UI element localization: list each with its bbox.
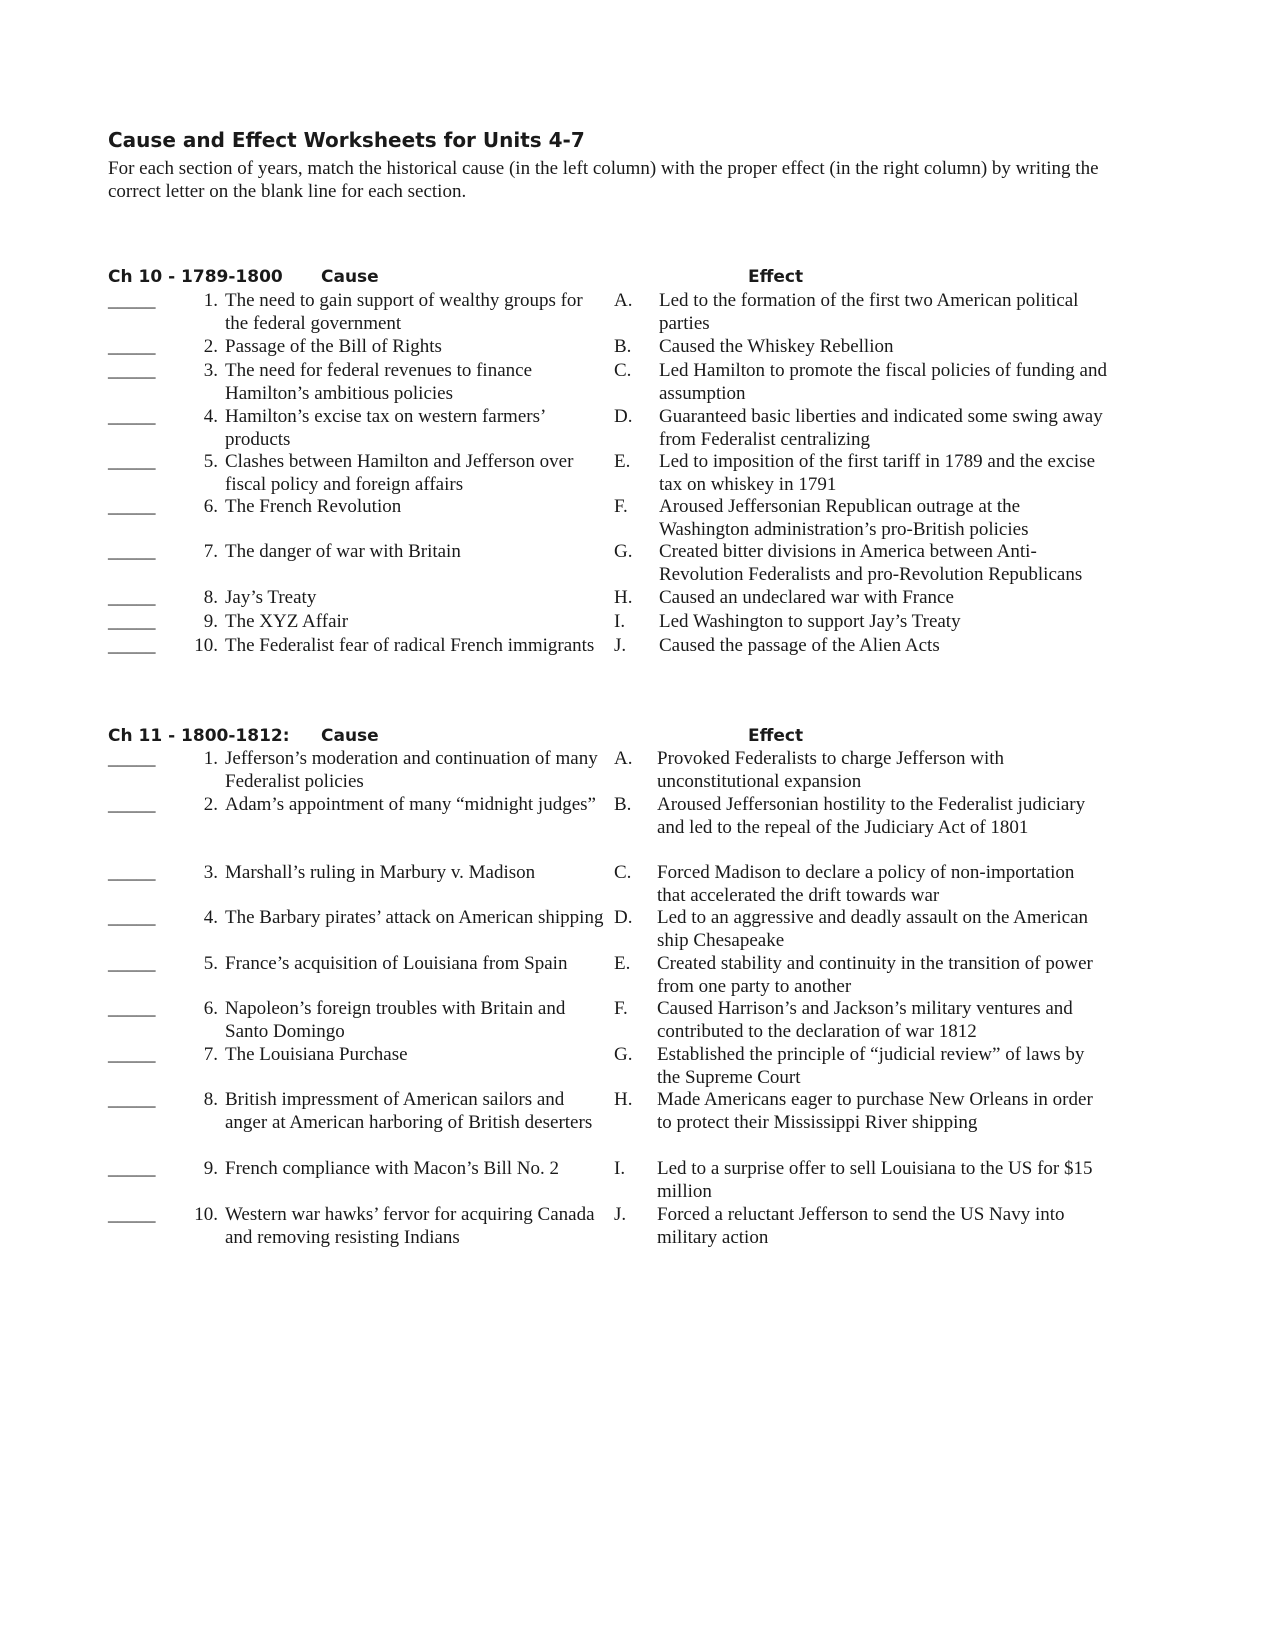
cause-text: The need to gain support of wealthy groups for the federal government bbox=[225, 290, 583, 334]
cause-text: The Louisiana Purchase bbox=[225, 1044, 408, 1065]
effect-letter: E. bbox=[614, 953, 631, 974]
cause-number: 9. bbox=[203, 611, 218, 632]
answer-blank[interactable]: _____ bbox=[108, 1158, 156, 1179]
chapter-heading: Ch 11 - 1800-1812: bbox=[108, 726, 290, 746]
answer-blank[interactable]: _____ bbox=[108, 611, 156, 632]
effect-column-heading: Effect bbox=[748, 726, 804, 746]
answer-blank[interactable]: _____ bbox=[108, 451, 156, 472]
answer-blank[interactable]: _____ bbox=[108, 953, 156, 974]
effect-letter: H. bbox=[614, 1089, 633, 1110]
effect-text: Led Hamilton to promote the fiscal policies of funding and assumption bbox=[659, 360, 1107, 404]
effect-letter: A. bbox=[614, 290, 633, 311]
answer-blank[interactable]: _____ bbox=[108, 998, 156, 1019]
effect-letter: H. bbox=[614, 587, 633, 608]
effect-letter: C. bbox=[614, 862, 632, 883]
answer-blank[interactable]: _____ bbox=[108, 1204, 156, 1225]
cause-column-heading: Cause bbox=[321, 726, 379, 746]
cause-number: 1. bbox=[203, 290, 218, 311]
cause-column-heading: Cause bbox=[321, 267, 379, 287]
cause-text: Jefferson’s moderation and continuation of many Federalist policies bbox=[225, 748, 598, 792]
section-header bbox=[0, 267, 1275, 291]
cause-text: France’s acquisition of Louisiana from Spain bbox=[225, 953, 568, 974]
effect-text: Led Washington to support Jay’s Treaty bbox=[659, 611, 961, 632]
cause-text: The French Revolution bbox=[225, 496, 402, 517]
effect-letter: I. bbox=[614, 1158, 626, 1179]
answer-blank[interactable]: _____ bbox=[108, 336, 156, 357]
answer-blank[interactable]: _____ bbox=[108, 541, 156, 562]
effect-text: Caused Harrison’s and Jackson’s military ventures and contributed to the declaration of war 1812 bbox=[657, 998, 1073, 1042]
effect-letter: D. bbox=[614, 907, 633, 928]
worksheet-title: Cause and Effect Worksheets for Units 4-7 bbox=[108, 128, 585, 152]
cause-text: The Federalist fear of radical French immigrants bbox=[225, 635, 595, 656]
cause-number: 8. bbox=[203, 1089, 218, 1110]
cause-text: Jay’s Treaty bbox=[225, 587, 317, 608]
effect-text: Forced a reluctant Jefferson to send the US Navy into military action bbox=[657, 1204, 1065, 1248]
effect-text: Created stability and continuity in the transition of power from one party to another bbox=[657, 953, 1093, 997]
cause-number: 5. bbox=[203, 451, 218, 472]
cause-number: 8. bbox=[203, 587, 218, 608]
effect-text: Guaranteed basic liberties and indicated some swing away from Federalist centralizing bbox=[659, 406, 1103, 450]
effect-text: Created bitter divisions in America between Anti-Revolution Federalists and pro-Revolution Republicans bbox=[659, 541, 1083, 585]
effect-text: Led to the formation of the first two American political parties bbox=[659, 290, 1079, 334]
effect-letter: F. bbox=[614, 496, 628, 517]
chapter-heading: Ch 10 - 1789-1800 bbox=[108, 267, 283, 287]
effect-letter: A. bbox=[614, 748, 633, 769]
effect-letter: E. bbox=[614, 451, 631, 472]
cause-text: The need for federal revenues to finance Hamilton’s ambitious policies bbox=[225, 360, 532, 404]
cause-text: Adam’s appointment of many “midnight judges” bbox=[225, 794, 596, 815]
answer-blank[interactable]: _____ bbox=[108, 794, 156, 815]
cause-text: The XYZ Affair bbox=[225, 611, 349, 632]
effect-text: Made Americans eager to purchase New Orleans in order to protect their Mississippi River shipping bbox=[657, 1089, 1093, 1133]
cause-number: 6. bbox=[203, 998, 218, 1019]
cause-number: 6. bbox=[203, 496, 218, 517]
cause-number: 9. bbox=[203, 1158, 218, 1179]
effect-column-heading: Effect bbox=[748, 267, 804, 287]
cause-number: 10. bbox=[194, 1204, 218, 1225]
cause-number: 5. bbox=[203, 953, 218, 974]
answer-blank[interactable]: _____ bbox=[108, 907, 156, 928]
cause-number: 2. bbox=[203, 794, 218, 815]
cause-text: The danger of war with Britain bbox=[225, 541, 461, 562]
answer-blank[interactable]: _____ bbox=[108, 635, 156, 656]
effect-text: Caused an undeclared war with France bbox=[659, 587, 954, 608]
cause-text: Marshall’s ruling in Marbury v. Madison bbox=[225, 862, 536, 883]
effect-letter: B. bbox=[614, 794, 632, 815]
answer-blank[interactable]: _____ bbox=[108, 748, 156, 769]
effect-letter: C. bbox=[614, 360, 632, 381]
effect-text: Led to an aggressive and deadly assault on the American ship Chesapeake bbox=[657, 907, 1089, 951]
instructions-text: For each section of years, match the historical cause (in the left column) with the proper effect (in the right column) by writing the correct letter on the blank line for each section. bbox=[108, 158, 1099, 202]
effect-letter: G. bbox=[614, 1044, 633, 1065]
effect-text: Forced Madison to declare a policy of non-importation that accelerated the drift towards war bbox=[657, 862, 1075, 906]
cause-text: The Barbary pirates’ attack on American shipping bbox=[225, 907, 604, 928]
section-ch10 bbox=[0, 267, 1275, 687]
cause-text: Hamilton’s excise tax on western farmers’ products bbox=[225, 406, 545, 450]
effect-text: Led to a surprise offer to sell Louisiana to the US for $15 million bbox=[657, 1158, 1093, 1202]
cause-text: French compliance with Macon’s Bill No. 2 bbox=[225, 1158, 560, 1179]
cause-text: Western war hawks’ fervor for acquiring Canada and removing resisting Indians bbox=[225, 1204, 595, 1248]
answer-blank[interactable]: _____ bbox=[108, 587, 156, 608]
answer-blank[interactable]: _____ bbox=[108, 290, 156, 311]
effect-text: Aroused Jeffersonian hostility to the Federalist judiciary and led to the repeal of the Judiciary Act of 1801 bbox=[657, 794, 1086, 838]
cause-number: 3. bbox=[203, 862, 218, 883]
answer-blank[interactable]: _____ bbox=[108, 1044, 156, 1065]
effect-text: Led to imposition of the first tariff in 1789 and the excise tax on whiskey in 1791 bbox=[659, 451, 1096, 495]
answer-blank[interactable]: _____ bbox=[108, 360, 156, 381]
cause-number: 4. bbox=[203, 406, 218, 427]
cause-text: British impressment of American sailors and anger at American harboring of British deserters bbox=[225, 1089, 593, 1133]
effect-letter: B. bbox=[614, 336, 632, 357]
effect-text: Aroused Jeffersonian Republican outrage at the Washington administration’s pro-British policies bbox=[659, 496, 1029, 540]
section-ch11 bbox=[0, 726, 1275, 1266]
effect-letter: D. bbox=[614, 406, 633, 427]
effect-text: Caused the passage of the Alien Acts bbox=[659, 635, 940, 656]
effect-letter: F. bbox=[614, 998, 628, 1019]
cause-number: 10. bbox=[194, 635, 218, 656]
cause-number: 2. bbox=[203, 336, 218, 357]
cause-text: Passage of the Bill of Rights bbox=[225, 336, 442, 357]
answer-blank[interactable]: _____ bbox=[108, 1089, 156, 1110]
effect-text: Provoked Federalists to charge Jefferson with unconstitutional expansion bbox=[657, 748, 1005, 792]
answer-blank[interactable]: _____ bbox=[108, 496, 156, 517]
effect-text: Established the principle of “judicial review” of laws by the Supreme Court bbox=[657, 1044, 1085, 1088]
cause-number: 1. bbox=[203, 748, 218, 769]
effect-letter: I. bbox=[614, 611, 626, 632]
cause-text: Clashes between Hamilton and Jefferson over fiscal policy and foreign affairs bbox=[225, 451, 574, 495]
cause-number: 7. bbox=[203, 541, 218, 562]
cause-text: Napoleon’s foreign troubles with Britain and Santo Domingo bbox=[225, 998, 566, 1042]
answer-blank[interactable]: _____ bbox=[108, 406, 156, 427]
effect-letter: J. bbox=[614, 1204, 627, 1225]
cause-number: 3. bbox=[203, 360, 218, 381]
answer-blank[interactable]: _____ bbox=[108, 862, 156, 883]
effect-letter: J. bbox=[614, 635, 627, 656]
cause-number: 7. bbox=[203, 1044, 218, 1065]
effect-letter: G. bbox=[614, 541, 633, 562]
cause-number: 4. bbox=[203, 907, 218, 928]
effect-text: Caused the Whiskey Rebellion bbox=[659, 336, 894, 357]
